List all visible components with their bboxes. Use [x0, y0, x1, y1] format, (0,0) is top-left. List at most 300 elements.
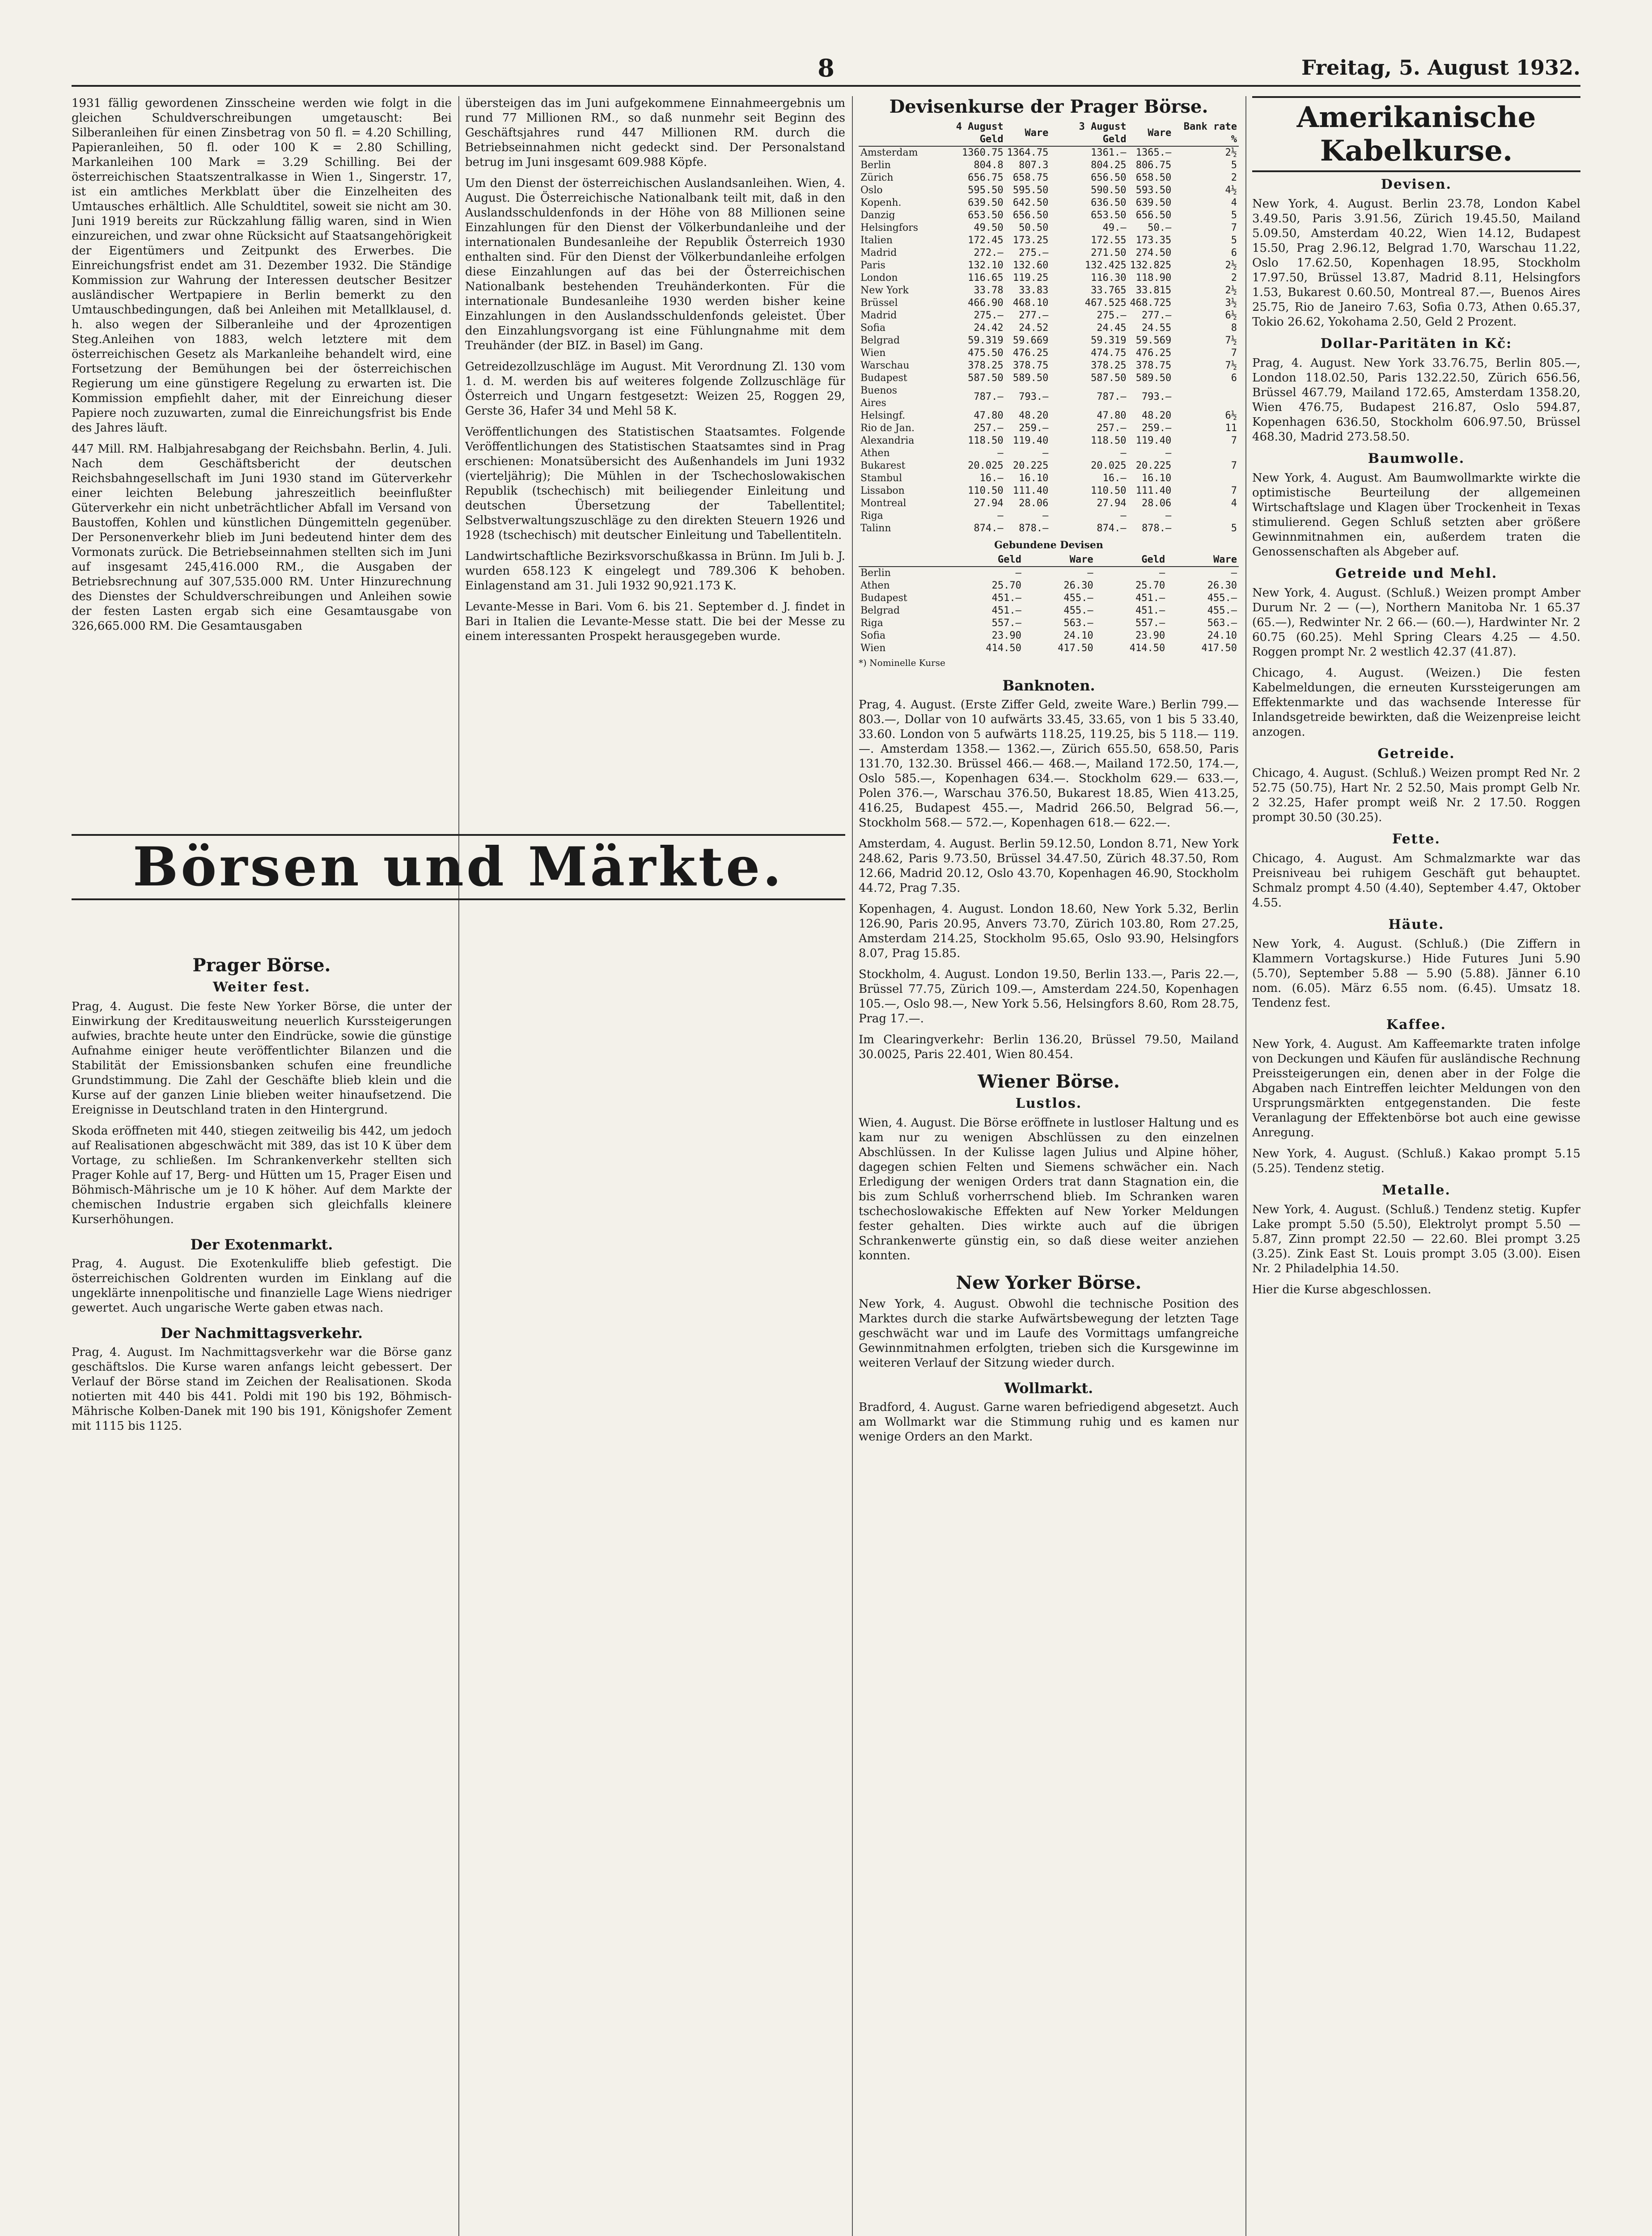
table-cell: 277.—: [1019, 310, 1049, 321]
table-cell: 20.225: [1012, 460, 1049, 471]
table-row: [859, 497, 1239, 510]
devisenkurse-title: Devisenkurse der Prager Börse.: [889, 96, 1208, 117]
table-cell: 33.765: [1091, 285, 1127, 296]
table-cell: 7½: [1225, 335, 1237, 346]
table-cell: 116.65: [968, 272, 1004, 284]
table-cell: 23.90: [991, 630, 1021, 641]
table-row: [859, 272, 1239, 284]
table-cell: 468.725: [1130, 297, 1172, 309]
table-cell: 6: [1231, 247, 1237, 258]
table-cell: 1360.75: [962, 147, 1004, 158]
table-cell: 24.10: [1207, 630, 1237, 641]
table-cell: 172.45: [968, 235, 1004, 246]
row-label: Rio de Jan.: [860, 423, 915, 434]
auslandsplatz-text: Stockholm, 4. August. London 19.50, Berlin 133.—, Paris 22.—, Brüssel 77.75, Zürich 109.—, Amsterdam 224.50, Kopenhagen 105.—, Oslo 98.—, New York 5.56, Helsingfors 8.60, Rom 28.75, Prag 17.—.: [859, 968, 1239, 1025]
table-row: [859, 522, 1239, 535]
table-cell: 47.80: [1097, 410, 1127, 421]
table-cell: 1361.—: [1091, 147, 1127, 158]
article-paragraph: Skoda eröffneten mit 440, stiegen zeitweilig bis 442, um jedoch auf Realisationen abgeschwächt mit 389, das ist 10 K über dem Vortage, zu schließen. Im Schrankenverkehr stellten sich Prager Kohle auf 17, Berg- und Hütten um 15, Prager Eisen und Böhmisch-Mährische um je 10 K höher. Auf dem Markte der chemischen Industrie ergaben sich gleichfalls kleinere Kurserhöhungen.: [72, 1124, 452, 1226]
boersen-und-maerkte-title: Börsen und Märkte.: [72, 834, 845, 900]
table-row: [859, 335, 1239, 347]
table-cell: 257.—: [974, 423, 1004, 434]
row-label: Paris: [860, 260, 885, 271]
table-cell: 132.825: [1130, 260, 1172, 271]
table-cell: 173.25: [1012, 235, 1049, 246]
table-cell: [1173, 447, 1239, 460]
row-label: Sofia: [860, 630, 886, 641]
table-cell: 653.50: [968, 210, 1004, 221]
table-row: [859, 580, 1239, 592]
row-label: London: [860, 272, 898, 284]
devisenkurse-table: [859, 121, 1239, 535]
metalle-title: Metalle.: [1382, 1182, 1451, 1198]
table-cell: 414.50: [986, 643, 1021, 654]
auslandsplatz-text: Amsterdam, 4. August. Berlin 59.12.50, London 8.71, New York 248.62, Paris 9.73.50, Brüssel 34.47.50, Zürich 48.37.50, Rom 12.66, Madrid 20.12, Oslo 43.70, Kopenhagen 46.90, Stockholm 44.72, Prag 7.35.: [859, 837, 1239, 895]
table-cell: 27.94: [974, 498, 1004, 509]
fette-text: Chicago, 4. August. Am Schmalzmarkte war das Preisniveau bei ruhigem Geschäft gut behauptet. Schmalz prompt 4.50 (4.40), September 4.47, Oktober 4.55.: [1252, 852, 1580, 910]
table-row: [859, 605, 1239, 617]
row-label: Alexandria: [860, 435, 915, 446]
table-cell: 272.—: [974, 247, 1004, 258]
table-cell: —: [1231, 567, 1237, 579]
column-2: [465, 96, 845, 2236]
table-cell: 33.83: [1019, 285, 1049, 296]
table-cell: 2½: [1225, 285, 1237, 296]
table-cell: 16.—: [979, 473, 1004, 484]
table-cell: 11: [1225, 423, 1237, 434]
table-row: [859, 197, 1239, 209]
table-row: [859, 422, 1239, 435]
table-cell: 466.90: [968, 297, 1004, 309]
table-cell: 24.45: [1097, 322, 1127, 334]
table-cell: 110.50: [1091, 485, 1127, 496]
table-cell: 275.—: [1097, 310, 1127, 321]
table-header: Bank rate %: [1173, 121, 1239, 146]
metalle-text: New York, 4. August. (Schluß.) Tendenz stetig. Kupfer Lake prompt 5.50 (5.50), Elektrolyt prompt 5.50 — 5.87, Zinn prompt 22.50 — 22.60. Blei prompt 3.25 (3.25). Zink East St. Louis prompt 3.05 (3.00). Eisen Nr. 2 Philadelphia 14.50.: [1252, 1203, 1580, 1275]
table-cell: 275.—: [1019, 247, 1049, 258]
table-cell: 4: [1231, 498, 1237, 509]
table-header: 4 August Geld: [927, 121, 1005, 146]
haeute-text: New York, 4. August. (Schluß.) (Die Ziffern in Klammern Vortagskurse.) Hide Futures Juni 5.90 (5.70), September 5.88 — 5.90 (5.88). Jänner 6.10 nom. (6.05). März 6.55 nom. (6.45). Umsatz 18. Tendenz fest.: [1252, 937, 1580, 1010]
kaffee-title: Kaffee.: [1386, 1017, 1446, 1033]
weizen-text: New York, 4. August. (Schluß.) Weizen prompt Amber Durum Nr. 2 — (—), Northern Manitoba Nr. 1 65.37 (65.—), Redwinter Nr. 2 66.— (60.—), Hardwinter Nr. 2 60.75 (60.25). Mehl Spring Clears 4.25 — 4.50. Roggen prompt Nr. 2 westlich 42.37 (41.87).: [1252, 586, 1580, 659]
table-cell: 118.90: [1135, 272, 1172, 284]
table-row: [859, 259, 1239, 272]
table-cell: 6½: [1225, 410, 1237, 421]
table-cell: 563.—: [1207, 618, 1237, 629]
article-paragraph: 1931 fällig gewordenen Zinsscheine werden wie folgt in die gleichen Schuldverschreibungen umgetauscht: Bei Silberanleihen für einen Zinsbetrag von 50 fl. = 4.20 Schilling, Papieranleihen, 50 fl. oder 100 K = 2.80 Schilling, Markanleihen 100 Mark = 3.29 Schilling. Bei der österreichischen Staatszentralkasse in Wien 1., Singerstr. 17, ist ein amtliches Merkblatt über die Einzelheiten des Umtausches erhältlich. Alle Schuldtitel, soweit sie nicht am 30. Juni 1919 bereits zur Rückzahlung fällig waren, sind in Wien einzureichen, und zwar ohne Rücksicht auf Staatsangehörigkeit der Eigentümers und Zeitpunkt des Erwerbes. Die Einreichungsfrist endet am 31. Dezember 1932. Die Ständige Kommission zur Wahrung der Interessen deutscher Besitzer ausländischer Wertpapiere in Berlin bemerkt zu den Umtauschbedingungen, daß bei Anleihen mit Metallklausel, d. h. also wegen der Silberanleihe und der 4prozentigen Steg.Anleihen von 1883, welch letztere mit dem österreichischen Gesetz als Markanleihe behandelt wird, eine Fortsetzung der Bemühungen bei der österreichischen Regierung um eine günstigere Regelung zu erwarten ist. Die Kommission empfiehlt daher, mit der Einreichung dieser Papiere noch zuzuwarten, zumal die Einreichungsfrist bis Ende des Jahres läuft.: [72, 97, 452, 435]
table-cell: 455.—: [1207, 593, 1237, 604]
table-header: Ware: [1023, 554, 1095, 567]
table-cell: 451.—: [991, 593, 1021, 604]
table-cell: 557.—: [1135, 618, 1165, 629]
table-cell: —: [1015, 567, 1021, 579]
table-cell: 656.50: [1091, 172, 1127, 183]
table-cell: 28.06: [1142, 498, 1172, 509]
gebundene-table: [859, 554, 1239, 655]
table-cell: 33.815: [1135, 285, 1172, 296]
row-label: Wien: [860, 347, 886, 359]
table-cell: 417.50: [1201, 643, 1237, 654]
table-cell: 639.50: [968, 197, 1004, 208]
table-cell: 111.40: [1012, 485, 1049, 496]
table-header-row: [859, 121, 1239, 146]
table-header: Geld: [1095, 554, 1167, 567]
table-cell: 7: [1231, 485, 1237, 496]
table-cell: 587.50: [968, 373, 1004, 384]
dollar-text: Prag, 4. August. New York 33.76.75, Berlin 805.—, London 118.02.50, Paris 132.22.50, Zürich 656.56, Brüssel 467.79, Mailand 172.65, Amsterdam 1358.20, Wien 476.75, Budapest 216.87, Oslo 594.87, Kopenhagen 636.50, Stockholm 606.97.50, Brüssel 468.30, Madrid 273.58.50.: [1252, 356, 1580, 444]
column-rule: [1245, 96, 1246, 2236]
table-cell: [1173, 385, 1239, 410]
table-row: [859, 347, 1239, 360]
page-number: 8: [818, 54, 834, 82]
table-cell: —: [1087, 567, 1093, 579]
table-row: [859, 159, 1239, 172]
table-cell: 7: [1231, 435, 1237, 446]
table-cell: [1173, 510, 1239, 522]
table-cell: —: [997, 510, 1004, 521]
table-cell: 26.30: [1207, 580, 1237, 591]
article-paragraph: 447 Mill. RM. Halbjahresabgang der Reichsbahn. Berlin, 4. Juli. Nach dem Geschäftsbericht der deutschen Reichsbahngesellschaft im Juni 1930 stand im Güterverkehr einer leichten Belebung jahreszeitlich beeinflußter Güterverkehr ein nicht unbeträchtlicher Abfall im Versand von Baustoffen, Kohlen und künstlichen Düngemitteln gegenüber. Der Personenverkehr blieb im Juni bedeutend hinter dem des Vormonats zurück. Die Betriebseinnahmen stellten sich im Juni auf insgesamt 245,416.000 RM., die Ausgaben der Betriebsrechnung auf 307,535.000 RM. Unter Hinzurechnung des Dienstes der Schuldverschreibungen und Anleihen sowie der festen Lasten ergab sich eine Gesamtausgabe von 326,665.000 RM. Die Gesamtausgaben: [72, 442, 452, 633]
table-cell: 455.—: [1063, 605, 1093, 616]
devisen-text: New York, 4. August. Berlin 23.78, London Kabel 3.49.50, Paris 3.91.56, Zürich 19.45.50, Mailand 5.09.50, Amsterdam 40.22, Wien 14.12, Budapest 15.50, Prag 2.96.12, Belgrad 1.70, Warschau 11.22, Oslo 17.62.50, Kopenhagen 18.95, Stockholm 17.97.50, Brüssel 13.87, Madrid 8.11, Helsingfors 1.53, Bukarest 0.60.50, Montreal 87.—, Buenos Aires 25.75, Rio de Janeiro 7.63, Sofia 0.73, Athen 0.65.37, Tokio 26.62, Yokohama 2.50, Geld 2 Prozent.: [1252, 197, 1580, 329]
table-cell: —: [1042, 510, 1049, 521]
row-label: Berlin: [860, 160, 891, 171]
column-1: [72, 96, 452, 2236]
exotenmarkt-text: Prag, 4. August. Die Exotenkuliffe blieb gefestigt. Die österreichischen Goldrenten wurden im Einklang auf die ungeklärte innenpolitische und finanzielle Lage Wiens niedriger gewertet. Auch ungarische Werte gaben etwas nach.: [72, 1257, 452, 1315]
table-cell: 807.3: [1019, 160, 1049, 171]
table-header-row: [859, 554, 1239, 567]
nachmittag-text: Prag, 4. August. Im Nachmittagsverkehr war die Börse ganz geschäftslos. Die Kurse waren anfangs leicht gebessert. Der Verlauf der Börse stand im Zeichen der Realisationen. Skoda notierten mit 440 bis 441. Poldi mit 190 bis 192, Böhmisch-Mährische Kolben-Danek mit 190 bis 191, Königshofer Zement mit 1115 bis 1125.: [72, 1346, 452, 1433]
table-row: [859, 472, 1239, 485]
gebundene-title: Gebundene Devisen: [994, 539, 1103, 551]
table-cell: 804.8: [974, 160, 1004, 171]
table-cell: 132.60: [1012, 260, 1049, 271]
table-cell: 806.75: [1135, 160, 1172, 171]
table-cell: 24.42: [974, 322, 1004, 334]
table-cell: 1364.75: [1007, 147, 1049, 158]
table-cell: 378.25: [968, 360, 1004, 371]
prager-boerse-title: Prager Börse.: [192, 955, 331, 976]
table-cell: 1365.—: [1135, 147, 1172, 158]
wiener-boerse-title: Wiener Börse.: [978, 1071, 1120, 1092]
table-header: Ware: [1128, 121, 1173, 146]
table-row: [859, 485, 1239, 497]
table-cell: 2½: [1225, 147, 1237, 158]
table-cell: 274.50: [1135, 247, 1172, 258]
table-cell: 593.50: [1135, 185, 1172, 196]
row-label: Sofia: [860, 322, 886, 334]
table-cell: 5: [1231, 523, 1237, 534]
table-row: [859, 172, 1239, 184]
kabelkurse-title: Amerikanische Kabelkurse.: [1252, 96, 1580, 172]
table-cell: 20.225: [1135, 460, 1172, 471]
table-cell: 656.50: [1135, 210, 1172, 221]
table-cell: 2½: [1225, 260, 1237, 271]
table-row: [859, 146, 1239, 159]
spacer: [72, 640, 452, 770]
row-label: Stambul: [860, 473, 902, 484]
table-cell: 589.50: [1012, 373, 1049, 384]
table-cell: 587.50: [1091, 373, 1127, 384]
wollmarkt-text: Bradford, 4. August. Garne waren befriedigend abgesetzt. Auch am Wollmarkt war die Stimmung ruhig und es kamen nur wenige Orders an den Markt.: [859, 1401, 1239, 1444]
article-paragraph: Veröffentlichungen des Statistischen Staatsamtes. Folgende Veröffentlichungen des Statistischen Staatsamtes sind in Prag erschienen: Monatsübersicht des Außenhandels im Juni 1932 (vierteljährig); Die Mühlen in der Tschechoslowakischen Republik (tschechisch) mit beiliegender Einleitung und deutschen Übersetzung der Tabellentitel; Selbstverwaltungszuschläge zu den direkten Steuern 1926 und 1928 (tschechisch) mit deutscher Einleitung und Tabellentiteln.: [465, 425, 845, 542]
row-label: New York: [860, 285, 909, 296]
article-paragraph: Levante-Messe in Bari. Vom 6. bis 21. September d. J. findet in Bari in Italien die Levante-Messe statt. Die bei der Messe zu einem interessanten Prospekt herausgegeben wurde.: [465, 600, 845, 643]
row-label: Helsingfors: [860, 222, 919, 233]
table-cell: 878.—: [1142, 523, 1172, 534]
table-row: [859, 234, 1239, 247]
getreide-title: Getreide.: [1377, 746, 1455, 762]
table-cell: 257.—: [1097, 423, 1127, 434]
article-paragraph: Prag, 4. August. Die feste New Yorker Börse, die unter der Einwirkung der Kreditausweitung neuerlich Kurssteigerungen aufwies, brachte heute unter den Eindrücke, sowie die günstige Aufnahme einiger heute veröffentlichter Bilanzen und die Stabilität der Emissionsbanken schufen eine freundliche Grundstimmung. Die Zahl der Geschäfte blieb klein und die Kurse auf der ganzen Linie blieben weiter hinaufsetzend. Die Ereignisse in Deutschland traten in den Hintergrund.: [72, 1000, 452, 1117]
table-cell: 595.50: [1012, 185, 1049, 196]
table-header: Geld: [951, 554, 1023, 567]
column-3: [859, 96, 1239, 2236]
table-row: [859, 460, 1239, 472]
newyorker-boerse-text: New York, 4. August. Obwohl die technische Position des Marktes durch die starke Aufwärtsbewegung der letzten Tage geschwächt war und im Laufe des Vormittags umfangreiche Gewinnmitnahmen erfolgten, trieben sich die Kursgewinne im weiteren Verlauf der Sitzung wieder durch.: [859, 1297, 1239, 1370]
table-row: [859, 510, 1239, 522]
row-label: Budapest: [860, 593, 907, 604]
table-cell: 8: [1231, 322, 1237, 334]
table-cell: 5: [1231, 160, 1237, 171]
row-label: Montreal: [860, 498, 906, 509]
table-cell: —: [1159, 567, 1165, 579]
table-cell: 259.—: [1019, 423, 1049, 434]
table-cell: 110.50: [968, 485, 1004, 496]
table-cell: 878.—: [1019, 523, 1049, 534]
table-cell: 658.75: [1012, 172, 1049, 183]
table-cell: 414.50: [1129, 643, 1165, 654]
row-label: Oslo: [860, 185, 883, 196]
table-cell: 793.—: [1019, 391, 1049, 402]
dollar-title: Dollar-Paritäten in Kč:: [1320, 336, 1512, 351]
table-cell: 111.40: [1135, 485, 1172, 496]
row-label: Lissabon: [860, 485, 905, 496]
table-cell: 874.—: [974, 523, 1004, 534]
table-header: Ware: [1167, 554, 1239, 567]
table-cell: 119.25: [1012, 272, 1049, 284]
table-cell: 59.319: [1091, 335, 1127, 346]
article-paragraph: übersteigen das im Juni aufgekommene Einnahmeergebnis um rund 77 Millionen RM., so daß nunmehr seit Beginn des Geschäftsjahres rund 447 Millionen RM. durch die Betriebseinnahmen nicht gedeckt sind. Der Personalstand betrug im Juni insgesamt 609.988 Köpfe.: [465, 97, 845, 169]
table-row: [859, 385, 1239, 410]
table-row: [859, 360, 1239, 372]
table-cell: 50.50: [1019, 222, 1049, 233]
row-label: Brüssel: [860, 297, 898, 309]
table-cell: 116.30: [1091, 272, 1127, 284]
table-cell: 259.—: [1142, 423, 1172, 434]
table-cell: 4: [1231, 197, 1237, 208]
table-cell: 7: [1231, 460, 1237, 471]
columns: [72, 96, 1580, 2236]
table-cell: 378.75: [1135, 360, 1172, 371]
table-cell: 787.—: [974, 391, 1004, 402]
row-label: Kopenh.: [860, 197, 902, 208]
table-cell: —: [997, 448, 1004, 459]
table-cell: 48.20: [1019, 410, 1049, 421]
article-paragraph: Landwirtschaftliche Bezirksvorschußkassa in Brünn. Im Juli b. J. wurden 658.123 K eingelegt und 789.306 K behoben. Einlagenstand am 31. Juli 1932 90,921.173 K.: [465, 550, 845, 593]
table-cell: 118.50: [1091, 435, 1127, 446]
table-cell: 27.94: [1097, 498, 1127, 509]
banknoten-title: Banknoten.: [1002, 677, 1095, 694]
table-cell: 5: [1231, 210, 1237, 221]
row-label: Buenos Aires: [860, 385, 898, 409]
table-cell: 642.50: [1012, 197, 1049, 208]
table-cell: 47.80: [974, 410, 1004, 421]
table-cell: 24.55: [1142, 322, 1172, 334]
table-cell: 16.10: [1019, 473, 1049, 484]
row-label: Madrid: [860, 310, 897, 321]
table-cell: 639.50: [1135, 197, 1172, 208]
row-label: Wien: [860, 643, 886, 654]
table-cell: 476.25: [1135, 347, 1172, 359]
table-cell: 50.—: [1148, 222, 1172, 233]
table-cell: 24.10: [1063, 630, 1093, 641]
table-row: [859, 567, 1239, 580]
article-paragraph: Um den Dienst der österreichischen Auslandsanleihen. Wien, 4. August. Die Österreichische Nationalbank teilt mit, daß in den Auslandsschuldenfonds in der Höhe von 88 Millionen seine Einzahlungen für den Dienst der Völkerbundanleihe und der internationalen Bundesanleihe der Republik Österreich 1930 enthalten sind. Für den Dienst der Völkerbundanleihe erfolgen diese Einzahlungen auf das bei der Österreichischen Nationalbank bestehenden Treuhänderkonten. Für die internationale Bundesanleihe 1930 werden bisher keine Einzahlungen in den Auslandsschuldenfonds geleistet. Über den Einzahlungsvorgang ist eine Fühlungnahme mit dem Treuhänder (der BIZ. in Basel) im Gang.: [465, 177, 845, 352]
table-cell: 455.—: [1207, 605, 1237, 616]
table-cell: 656.50: [1012, 210, 1049, 221]
table-cell: 7: [1231, 222, 1237, 233]
table-cell: 172.55: [1091, 235, 1127, 246]
auslandsplatz-text: Kopenhagen, 4. August. London 18.60, New York 5.32, Berlin 126.90, Paris 20.95, Anvers 73.70, Zürich 103.80, Rom 27.25, Amsterdam 214.25, Stockholm 95.65, Oslo 93.90, Helsingfors 8.07, Prag 15.85.: [859, 902, 1239, 960]
row-label: Amsterdam: [860, 147, 918, 158]
haeute-title: Häute.: [1388, 917, 1444, 932]
row-label: Danzig: [860, 210, 895, 221]
table-cell: 476.25: [1012, 347, 1049, 359]
row-label: Bukarest: [860, 460, 906, 471]
table-cell: 20.025: [1091, 460, 1127, 471]
auslandsplatz-text: Im Clearingverkehr: Berlin 136.20, Brüssel 79.50, Mailand 30.0025, Paris 22.401, Wien 80.454.: [859, 1033, 1239, 1061]
kakao-text: New York, 4. August. (Schluß.) Kakao prompt 5.15 (5.25). Tendenz stetig.: [1252, 1147, 1580, 1175]
table-header: [859, 554, 951, 567]
chicago-text: Chicago, 4. August. (Weizen.) Die festen Kabelmeldungen, die erneuten Kurssteigerungen am Effektenmarkte und das wachsende Interesse für Inlandsgetreide bewirkten, daß die Weizenpreise leicht anzogen.: [1252, 666, 1580, 739]
table-cell: —: [1165, 448, 1172, 459]
table-cell: 48.20: [1142, 410, 1172, 421]
table-cell: 33.78: [974, 285, 1004, 296]
table-row: [859, 297, 1239, 309]
page-header: [72, 54, 1580, 87]
table-cell: 59.669: [1012, 335, 1049, 346]
table-header: 3 August Geld: [1050, 121, 1128, 146]
table-cell: 378.25: [1091, 360, 1127, 371]
nominal-note: *) Nominelle Kurse: [859, 657, 945, 668]
table-row: [859, 630, 1239, 642]
row-label: Budapest: [860, 373, 907, 384]
table-cell: —: [1120, 448, 1127, 459]
table-cell: 468.10: [1012, 297, 1049, 309]
table-cell: 59.569: [1135, 335, 1172, 346]
row-label: Belgrad: [860, 605, 900, 616]
table-row: [859, 592, 1239, 605]
wiener-boerse-subtitle: Lustlos.: [1015, 1096, 1082, 1111]
table-cell: 16.—: [1102, 473, 1127, 484]
table-cell: 475.50: [968, 347, 1004, 359]
row-label: Athen: [860, 580, 890, 591]
table-cell: 2: [1231, 172, 1237, 183]
table-cell: 59.319: [968, 335, 1004, 346]
table-header: [859, 121, 927, 146]
table-row: [859, 410, 1239, 422]
table-cell: 451.—: [1135, 593, 1165, 604]
row-label: Zürich: [860, 172, 894, 183]
table-cell: 16.10: [1142, 473, 1172, 484]
table-cell: 118.50: [968, 435, 1004, 446]
table-cell: —: [1165, 510, 1172, 521]
nachmittag-title: Der Nachmittagsverkehr.: [160, 1325, 363, 1342]
prager-boerse-subtitle: Weiter fest.: [212, 979, 311, 995]
stray-text: Hier die Kurse abgeschlossen.: [1252, 1283, 1432, 1296]
table-row: [859, 209, 1239, 222]
table-cell: 4½: [1225, 185, 1237, 196]
page-date: Freitag, 5. August 1932.: [1301, 55, 1580, 80]
table-row: [859, 284, 1239, 297]
table-cell: 589.50: [1135, 373, 1172, 384]
table-header: Ware: [1005, 121, 1051, 146]
table-cell: 7½: [1225, 360, 1237, 371]
table-row: [859, 435, 1239, 447]
table-cell: 874.—: [1097, 523, 1127, 534]
table-cell: 451.—: [991, 605, 1021, 616]
table-cell: 119.40: [1012, 435, 1049, 446]
table-cell: 3½: [1225, 297, 1237, 309]
table-cell: 787.—: [1097, 391, 1127, 402]
table-cell: 277.—: [1142, 310, 1172, 321]
table-cell: 28.06: [1019, 498, 1049, 509]
devisenkurse-body: [859, 146, 1239, 535]
gebundene-body: [859, 567, 1239, 655]
table-row: [859, 247, 1239, 259]
table-cell: 24.52: [1019, 322, 1049, 334]
table-row: [859, 617, 1239, 630]
weizen-title: Getreide und Mehl.: [1335, 566, 1498, 581]
table-cell: 467.525: [1084, 297, 1127, 309]
row-label: Riga: [860, 618, 883, 629]
row-label: Italien: [860, 235, 893, 246]
table-cell: 595.50: [968, 185, 1004, 196]
row-label: Helsingf.: [860, 410, 906, 421]
table-cell: 455.—: [1063, 593, 1093, 604]
table-cell: 6½: [1225, 310, 1237, 321]
row-label: Warschau: [860, 360, 910, 371]
table-cell: —: [1042, 448, 1049, 459]
baumwolle-text: New York, 4. August. Am Baumwollmarkte wirkte die optimistische Beurteilung der allgemeinen Wirtschaftslage und Klagen über Trockenheit in Texas stimulierend. Gegen Schluß setzten aber größere Gewinnmitnahmen ein, außerdem traten die Genossenschaften als Abgeber auf.: [1252, 471, 1580, 559]
table-row: [859, 322, 1239, 335]
table-cell: —: [1120, 510, 1127, 521]
table-cell: 451.—: [1135, 605, 1165, 616]
row-label: Berlin: [860, 567, 891, 579]
table-cell: 590.50: [1091, 185, 1127, 196]
table-cell: 653.50: [1091, 210, 1127, 221]
column-4: [1252, 96, 1580, 2236]
table-cell: 20.025: [968, 460, 1004, 471]
baumwolle-title: Baumwolle.: [1368, 451, 1465, 466]
row-label: Riga: [860, 510, 883, 521]
table-cell: 417.50: [1058, 643, 1093, 654]
row-label: Madrid: [860, 247, 897, 258]
kaffee-text: New York, 4. August. Am Kaffeemarkte traten infolge von Deckungen und Käufen für ausländische Rechnung Preissteigerungen ein, denen aber in der Folge die Abgaben nach Eintreffen leichter Meldungen von den Ursprungsmärkten entgegenstanden. Die feste Veranlagung der Effektenbörse bot auch eine gewisse Anregung.: [1252, 1038, 1580, 1139]
devisen-title: Devisen.: [1381, 177, 1452, 192]
row-label: Talinn: [860, 523, 891, 534]
exotenmarkt-title: Der Exotenmarkt.: [190, 1236, 333, 1253]
table-cell: 7: [1231, 347, 1237, 359]
table-row: [859, 372, 1239, 385]
table-cell: 26.30: [1063, 580, 1093, 591]
column-rule: [458, 96, 459, 2236]
table-row: [859, 642, 1239, 655]
newyorker-boerse-title: New Yorker Börse.: [956, 1272, 1142, 1293]
table-cell: 23.90: [1135, 630, 1165, 641]
